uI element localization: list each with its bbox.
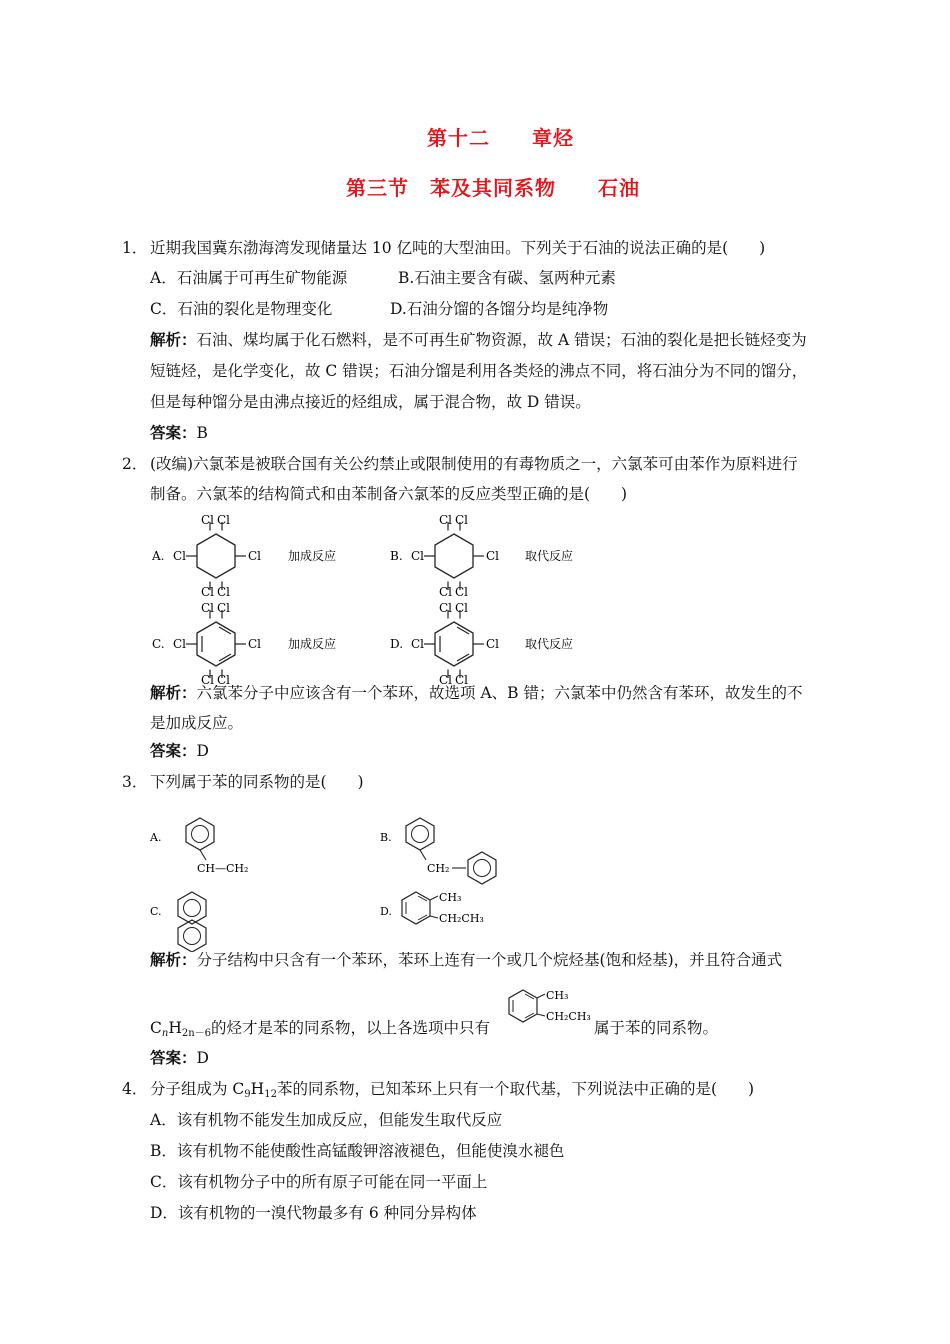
q4-option-d: D．该有机物的一溴代物最多有 6 种同分异构体 <box>150 1204 477 1222</box>
svg-text:Cl: Cl <box>486 637 500 651</box>
svg-text:A.: A. <box>150 831 162 844</box>
q3-option-c <box>150 892 206 952</box>
q1-option-b: B.石油主要含有碳、氢两种元素 <box>398 269 616 287</box>
svg-text:加成反应: 加成反应 <box>288 549 337 563</box>
q1-option-d: D.石油分馏的各馏分均是纯净物 <box>390 300 609 318</box>
svg-text:Cl: Cl <box>217 673 231 686</box>
section-title: 第三节 苯及其同系物 石油 <box>346 176 640 200</box>
svg-text:C.: C. <box>150 905 162 918</box>
q4-option-a: A．该有机物不能发生加成反应，但能发生取代反应 <box>150 1111 503 1129</box>
q1-number: 1． <box>122 239 148 257</box>
q2-stem-line2: 制备。六氯苯的结构简式和由苯制备六氯苯的反应类型正确的是( ) <box>150 485 628 503</box>
svg-text:Cl: Cl <box>201 601 215 615</box>
q2-number: 2． <box>122 455 148 473</box>
svg-text:CH₂CH₃: CH₂CH₃ <box>546 1010 591 1023</box>
q1-analysis-line1: 解析：石油、煤均属于化石燃料，是不可再生矿物资源，故 A 错误；石油的裂化是把长链烃变为 <box>150 330 807 349</box>
svg-text:Cl: Cl <box>217 585 231 599</box>
q2-option-b <box>390 513 573 599</box>
svg-text:B.: B. <box>390 549 403 563</box>
q2-analysis-line1: 解析：六氯苯分子中应该含有一个苯环，故选项 A、B 错；六氯苯中仍然含有苯环，故发生的不 <box>150 683 803 702</box>
q1-stem: 近期我国冀东渤海湾发现储量达 10 亿吨的大型油田。下列关于石油的说法正确的是( ) <box>150 239 766 257</box>
svg-text:Cl: Cl <box>201 673 215 686</box>
svg-text:Cl: Cl <box>455 513 469 527</box>
q1-analysis-line3: 但是每种馏分是由沸点接近的烃组成，属于混合物，故 D 错误。 <box>150 393 591 411</box>
svg-text:A.: A. <box>152 549 165 563</box>
svg-text:D.: D. <box>390 637 404 651</box>
q3-analysis-line2: $C_nH_{2n-6}$的烃才是苯的同系物，以上各选项中只有 <box>150 1019 491 1039</box>
q3-structures-figure <box>140 812 540 952</box>
svg-text:取代反应: 取代反应 <box>525 549 574 563</box>
svg-text:Cl: Cl <box>455 601 469 615</box>
svg-text:加成反应: 加成反应 <box>288 637 337 651</box>
svg-text:取代反应: 取代反应 <box>525 637 574 651</box>
q2-analysis-line2: 是加成反应。 <box>150 714 244 732</box>
svg-text:Cl: Cl <box>486 549 500 563</box>
svg-text:Cl: Cl <box>439 601 453 615</box>
svg-text:Cl: Cl <box>439 673 453 686</box>
q3-option-d <box>380 891 484 925</box>
q2-option-d <box>390 601 573 686</box>
svg-text:CH₃: CH₃ <box>546 989 569 1002</box>
q3-analysis-structure <box>505 980 600 1040</box>
svg-text:Cl: Cl <box>201 513 215 527</box>
svg-text:Cl: Cl <box>217 513 231 527</box>
q4-stem: 分子组成为 $C_9H_{12}$苯的同系物，已知苯环上只有一个取代基，下列说法中正确的是( ) <box>150 1080 755 1100</box>
svg-text:Cl: Cl <box>201 585 215 599</box>
svg-text:CH—CH₂: CH—CH₂ <box>197 862 249 875</box>
q3-option-b <box>380 818 496 884</box>
q3-analysis-line1: 解析：分子结构中只含有一个苯环，苯环上连有一个或几个烷烃基(饱和烃基)，并且符合通式 <box>150 950 783 969</box>
svg-text:CH₃: CH₃ <box>439 891 462 904</box>
q3-number: 3． <box>122 773 148 791</box>
q2-structures-figure <box>140 510 600 686</box>
q2-answer: 答案：D <box>150 741 209 760</box>
svg-text:D.: D. <box>380 905 392 918</box>
q3-option-a <box>149 818 248 875</box>
svg-text:Cl: Cl <box>439 585 453 599</box>
chapter-title: 第十二 章烃 <box>427 126 574 150</box>
svg-text:Cl: Cl <box>248 549 262 563</box>
svg-text:Cl: Cl <box>411 637 425 651</box>
q4-option-c: C．该有机物分子中的所有原子可能在同一平面上 <box>150 1173 488 1191</box>
svg-text:Cl: Cl <box>439 513 453 527</box>
q4-option-b: B．该有机物不能使酸性高锰酸钾溶液褪色，但能使溴水褪色 <box>150 1142 565 1160</box>
q3-analysis-line3: 属于苯的同系物。 <box>594 1019 719 1037</box>
svg-text:B.: B. <box>380 831 392 844</box>
q1-analysis-label: 解析： <box>150 330 197 349</box>
q2-option-c <box>152 601 336 686</box>
q1-option-a: A．石油属于可再生矿物能源 <box>150 269 348 287</box>
svg-text:Cl: Cl <box>173 549 187 563</box>
svg-text:Cl: Cl <box>173 637 187 651</box>
q1-answer: 答案：B <box>150 423 208 442</box>
svg-text:Cl: Cl <box>455 585 469 599</box>
q2-stem-line1: (改编)六氯苯是被联合国有关公约禁止或限制使用的有毒物质之一，六氯苯可由苯作为原料进行 <box>150 455 798 473</box>
q4-number: 4． <box>122 1080 148 1098</box>
q1-analysis-line2: 短链烃，是化学变化，故 C 错误；石油分馏是利用各类烃的沸点不同，将石油分为不同的馏分， <box>150 362 808 380</box>
svg-text:C.: C. <box>152 637 165 651</box>
q3-stem: 下列属于苯的同系物的是( ) <box>150 773 364 791</box>
q1-option-c: C．石油的裂化是物理变化 <box>150 300 333 318</box>
svg-text:CH₂: CH₂ <box>427 862 450 875</box>
svg-text:Cl: Cl <box>217 601 231 615</box>
q3-answer: 答案：D <box>150 1048 209 1067</box>
svg-text:Cl: Cl <box>411 549 425 563</box>
svg-text:Cl: Cl <box>248 637 262 651</box>
q2-option-a <box>151 513 336 599</box>
svg-text:CH₂CH₃: CH₂CH₃ <box>439 912 484 925</box>
svg-text:Cl: Cl <box>455 673 469 686</box>
